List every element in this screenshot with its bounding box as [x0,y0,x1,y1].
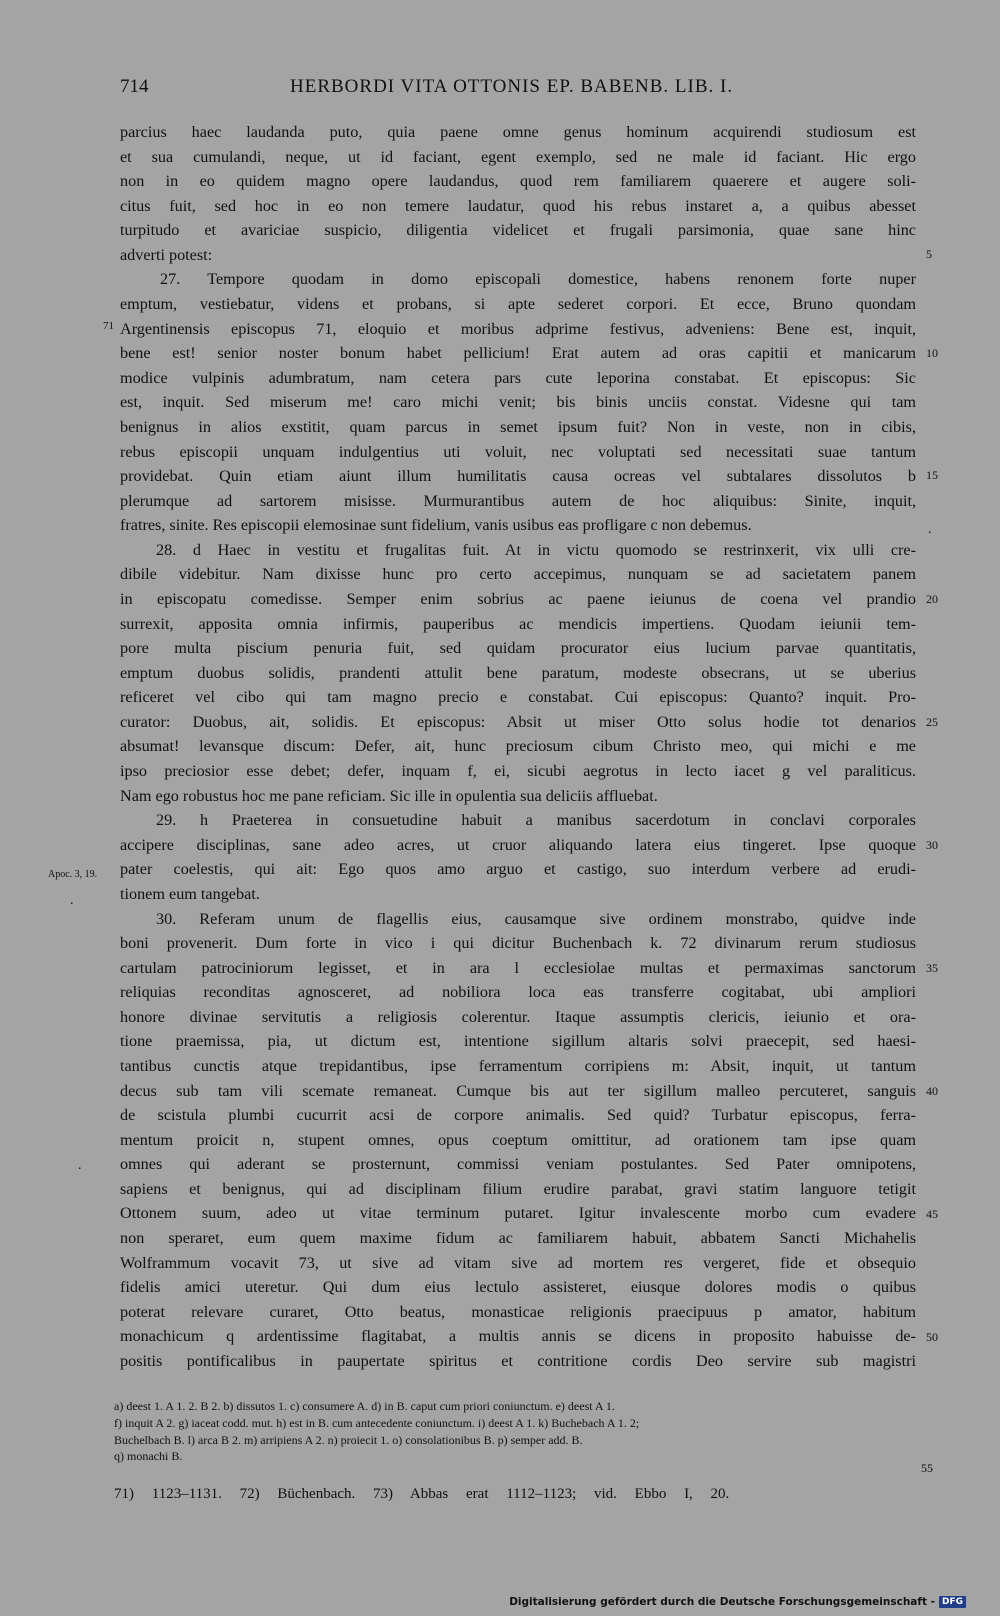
text-line: Wolframmum vocavit 73, ut sive ad vitam sive ad mortem res vergeret, fide et obsequio [120,1253,916,1272]
text-line: citus fuit, sed hoc in eo non temere laudatur, quod his rebus instaret a, a quibus abesset [120,196,916,215]
text-line: absumat! levansque discum: Defer, ait, hunc preciosum cibum Christo meo, qui michi e me [120,737,916,756]
text-line: surrexit, apposita omnia infirmis, pauperibus ac mendicis impertiens. Quodam ieiunii tem- [120,614,916,633]
text-line: poterat relevare curaret, Otto beatus, monasticae religionis praecipuus p amator, habitum [120,1302,916,1321]
credit-text: Digitalisierung gefördert durch die Deutsche Forschungsgemeinschaft - [509,1596,935,1608]
margin-dot: . [928,522,932,537]
line-number: 5 [926,247,932,261]
digitization-credit [509,1596,966,1608]
line-number: 45 [926,1207,938,1221]
text-line: turpitudo et avariciae suspicio, diligentia videlicet et frugali parsimonia, quae sane hinc [120,221,916,240]
text-line: pater coelestis, qui ait: Ego quos amo arguo et castigo, suo interdum verbere ad erudi- [120,860,916,879]
text-line: ipso preciosior esse debet; defer, inquam f, ei, sicubi aegrotus in lecto iacet g vel paraliticus. [120,762,916,781]
margin-dot: . [70,893,74,908]
line-number: 55 [921,1461,933,1475]
line-number: 15 [926,468,938,482]
margin-note-71: 71 [103,320,114,332]
text-line: tionem eum tangebat. [120,884,260,903]
text-line: providebat. Quin etiam aiunt illum humilitatis causa ocreas vel subtalares dissolutos b [120,467,916,486]
text-line: emptum duobus solidis, prandenti attulit bene paratum, modeste obsecrans, ut se uberius [120,663,916,682]
text-line: boni provenerit. Dum forte in vico i qui dicitur Buchenbach k. 72 divinarum rerum studiosus [120,934,916,953]
text-line: pore multa piscium penuria fuit, sed quidam procurator eius lucium parvae quantitatis, [120,639,916,658]
text-line: 29. h Praeterea in consuetudine habuit a manibus sacerdotum in conclavi corporales [156,811,916,830]
endnotes: 71) 1123–1131. 72) Büchenbach. 73) Abbas erat 1112–1123; vid. Ebbo I, 20. [114,1486,730,1502]
text-line: tione praemissa, pia, ut dictum est, intentione sigillum altaris solvi praecepit, sed haesi- [120,1032,916,1051]
text-line: non in eo quidem magno opere laudandus, quod rem familiarem quaerere et augere soli- [120,172,916,191]
text-line: omnes qui aderant se prosternunt, commissi veniam postulantes. Sed Pater omnipotens, [120,1155,916,1174]
text-line: reficeret vel cibo qui tam magno precio e constabat. Cui episcopus: Quanto? inquit. Pro- [120,688,916,707]
text-line: sapiens et benignus, qui ad disciplinam filium erudire parabat, gravi statim languore tetigit [120,1179,916,1198]
text-line: est, inquit. Sed miserum me! caro michi venit; bis binis unciis constat. Videsne qui tam [120,393,916,412]
text-line: positis pontificalibus in paupertate spiritus et contritione cordis Deo servire sub magistri [120,1351,916,1370]
text-line: monachicum q ardentissime flagitabat, a multis annis se dicens in proposito habuisse de- [120,1327,916,1346]
footnote-line: Buchelbach B. l) arca B 2. m) arripiens A 2. n) proiecit 1. o) consolationibus B. p) semper add. B. [114,1432,583,1447]
text-line: rebus episcopii unquam indulgentius uti voluit, nec voluptati sed necessitati suae tantum [120,442,916,461]
text-line: benignus in alios exstitit, quam parcus in semet ipsum fuit? Non in veste, non in cibis, [120,417,916,436]
line-number: 25 [926,715,938,729]
text-line: 28. d Haec in vestitu et frugalitas fuit. At in victu quomodo se restrinxerit, vix ulli cre- [156,540,916,559]
footnote-line: a) deest 1. A 1. 2. B 2. b) dissutos 1. c) consumere A. d) in B. caput cum priori coniunctum. e) deest A 1. [114,1399,615,1413]
text-line: tantibus cunctis atque trepidantibus, ipse ferramentum corripiens m: Absit, inquit, ut tantum [120,1056,916,1075]
running-title: HERBORDI VITA OTTONIS EP. BABENB. LIB. I. [290,76,734,97]
text-line: 27. Tempore quodam in domo episcopali domestice, habens renonem forte nuper [160,270,916,289]
page-number: 714 [120,76,149,97]
text-line: mentum proicit n, stupent omnes, opus coeptum omittitur, ad orationem tam ipse quam [120,1130,916,1149]
text-line: decus sub tam vili scemate remaneat. Cumque bis aut ter sigillum malleo percuteret, sanguis [120,1081,916,1100]
text-line: reliquias reconditas agnosceret, ad nobiliora loca eas transferre cogitabat, ubi ampliori [120,983,916,1002]
line-number: 50 [926,1330,938,1344]
text-line: honore divinae servitutis a religiosis colerentur. Itaque assumptis clericis, ieiunio et ora- [120,1007,916,1026]
text-line: curator: Duobus, ait, solidis. Et episcopus: Absit ut miser Otto solus hodie tot denarios [120,712,916,731]
text-line: accipere disciplinas, sane adeo acres, ut cruor aliquando latera eius tingeret. Ipse quoque [120,835,916,854]
text-line: Nam ego robustus hoc me pane reficiam. Sic ille in opulentia sua deliciis affluebat. [120,786,658,805]
text-line: de scistula plumbi cucurrit acsi de corpore animalis. Sed quid? Turbatur episcopus, ferra- [120,1106,916,1125]
text-line: in episcopatu comedisse. Semper enim sobrius ac paene ieiunus de coena vel prandio [120,589,916,608]
text-line: et sua cumulandi, neque, ut id faciant, egent exemplo, sed ne male id faciant. Hic ergo [120,147,916,166]
text-line: modice vulpinis adumbratum, nam cetera pars cute leporina constabat. Et episcopus: Sic [120,368,916,387]
footnote-line: q) monachi B. [114,1449,183,1464]
line-number: 30 [926,838,938,852]
text-line: bene est! senior noster bonum habet pellicium! Erat autem ad oras capitii et manicarum [120,344,916,363]
text-line: cartulam patrociniorum legisset, et in ara l ecclesiolae multas et permaximas sanctorum [120,958,916,977]
main-text [120,120,916,1373]
line-number: 20 [926,592,938,606]
line-number: 10 [926,346,938,360]
text-line: plerumque ad sartorem misisse. Murmurantibus autem de hoc aliquibus: Sinite, inquit, [120,491,916,510]
text-line: parcius haec laudanda puto, quia paene omne genus hominum acquirendi studiosum est [120,123,916,141]
text-line: non speraret, eum quem maxime fidum ac familiarem habuit, abbatem Sancti Michahelis [120,1229,916,1248]
margin-citation: Apoc. 3, 19. [48,869,98,880]
line-number: 40 [926,1084,938,1098]
text-line: adverti potest: [120,245,213,264]
text-line: fratres, sinite. Res episcopii elemosinae sunt fidelium, vanis usibus eas profligare c non debemus. [120,516,752,535]
text-line: Ottonem suum, adeo ut vitae terminum putaret. Igitur invalescente morbo cum evadere [120,1204,916,1223]
footnotes [114,1398,912,1465]
margin-dot: . [78,1158,82,1173]
dfg-logo: DFG [939,1596,966,1608]
line-number: 35 [926,961,938,975]
text-line: fidelis amici uteretur. Qui dum eius lectulo assisteret, eiusque dolores modis o quibus [120,1278,916,1297]
text-line: emptum, vestiebatur, videns et probans, si apte sederet corpori. Et ecce, Bruno quondam [120,295,916,314]
text-line: dibile videbitur. Nam dixisse hunc pro certo accepimus, nunquam se ad sacietatem panem [120,565,916,584]
text-line: Argentinensis episcopus 71, eloquio et moribus adprime festivus, adveniens: Bene est, inquit, [120,319,916,338]
text-line: 30. Referam unum de flagellis eius, causamque sive ordinem monstrabo, quidve inde [156,909,916,928]
footnote-line: f) inquit A 2. g) iaceat codd. mut. h) est in B. cum antecedente coniunctum. i) deest A 1. k) Buchebach A 1. 2; [114,1415,640,1430]
